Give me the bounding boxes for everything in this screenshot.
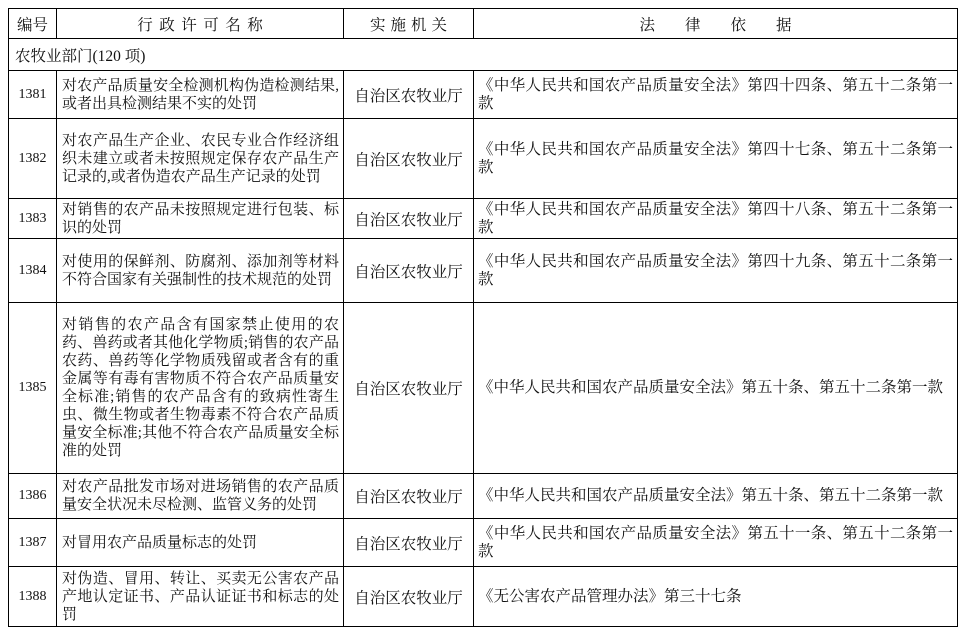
row-number: 1386 xyxy=(9,474,57,519)
header-number: 编号 xyxy=(9,9,57,39)
row-number: 1384 xyxy=(9,239,57,303)
implementing-agency: 自治区农牧业厅 xyxy=(344,474,474,519)
section-title: 农牧业部门(120 项) xyxy=(9,39,958,71)
implementing-agency: 自治区农牧业厅 xyxy=(344,519,474,567)
table-header-row xyxy=(9,9,958,39)
legal-basis: 《中华人民共和国农产品质量安全法》第五十条、第五十二条第一款 xyxy=(474,303,958,474)
legal-basis: 《中华人民共和国农产品质量安全法》第五十一条、第五十二条第一款 xyxy=(474,519,958,567)
permit-name: 对农产品批发市场对进场销售的农产品质量安全状况未尽检测、监管义务的处罚 xyxy=(57,474,344,519)
row-number: 1387 xyxy=(9,519,57,567)
legal-basis: 《中华人民共和国农产品质量安全法》第四十七条、第五十二条第一款 xyxy=(474,119,958,199)
permit-name: 对销售的农产品未按照规定进行包装、标识的处罚 xyxy=(57,199,344,239)
table-row xyxy=(9,199,958,239)
legal-basis: 《中华人民共和国农产品质量安全法》第四十九条、第五十二条第一款 xyxy=(474,239,958,303)
permit-name: 对农产品质量安全检测机构伪造检测结果,或者出具检测结果不实的处罚 xyxy=(57,71,344,119)
implementing-agency: 自治区农牧业厅 xyxy=(344,239,474,303)
implementing-agency: 自治区农牧业厅 xyxy=(344,567,474,627)
row-number: 1381 xyxy=(9,71,57,119)
table-row xyxy=(9,303,958,474)
table-row xyxy=(9,239,958,303)
legal-basis: 《中华人民共和国农产品质量安全法》第五十条、第五十二条第一款 xyxy=(474,474,958,519)
implementing-agency: 自治区农牧业厅 xyxy=(344,199,474,239)
permit-name: 对农产品生产企业、农民专业合作经济组织未建立或者未按照规定保存农产品生产记录的,或者伪造农产品生产记录的处罚 xyxy=(57,119,344,199)
implementing-agency: 自治区农牧业厅 xyxy=(344,71,474,119)
legal-basis: 《无公害农产品管理办法》第三十七条 xyxy=(474,567,958,627)
legal-basis: 《中华人民共和国农产品质量安全法》第四十八条、第五十二条第一款 xyxy=(474,199,958,239)
table-row xyxy=(9,519,958,567)
permits-table xyxy=(8,8,958,627)
permit-name: 对使用的保鲜剂、防腐剂、添加剂等材料不符合国家有关强制性的技术规范的处罚 xyxy=(57,239,344,303)
permit-name: 对冒用农产品质量标志的处罚 xyxy=(57,519,344,567)
permit-name: 对伪造、冒用、转让、买卖无公害农产品产地认定证书、产品认证证书和标志的处罚 xyxy=(57,567,344,627)
row-number: 1388 xyxy=(9,567,57,627)
legal-basis: 《中华人民共和国农产品质量安全法》第四十四条、第五十二条第一款 xyxy=(474,71,958,119)
row-number: 1383 xyxy=(9,199,57,239)
row-number: 1385 xyxy=(9,303,57,474)
section-row xyxy=(9,39,958,71)
table-row xyxy=(9,119,958,199)
table-row xyxy=(9,71,958,119)
row-number: 1382 xyxy=(9,119,57,199)
permit-name: 对销售的农产品含有国家禁止使用的农药、兽药或者其他化学物质;销售的农产品农药、兽药等化学物质残留或者含有的重金属等有毒有害物质不符合农产品质量安全标准;销售的农产品含有的致病性寄生虫、微生物或者生物毒素不符合农产品质量安全标准;其他不符合农产品质量安全标准的处罚 xyxy=(57,303,344,474)
table-row xyxy=(9,567,958,627)
implementing-agency: 自治区农牧业厅 xyxy=(344,119,474,199)
header-legal-basis: 法律依据 xyxy=(474,9,958,39)
implementing-agency: 自治区农牧业厅 xyxy=(344,303,474,474)
header-agency: 实施机关 xyxy=(344,9,474,39)
table-row xyxy=(9,474,958,519)
header-permit-name: 行政许可名称 xyxy=(57,9,344,39)
